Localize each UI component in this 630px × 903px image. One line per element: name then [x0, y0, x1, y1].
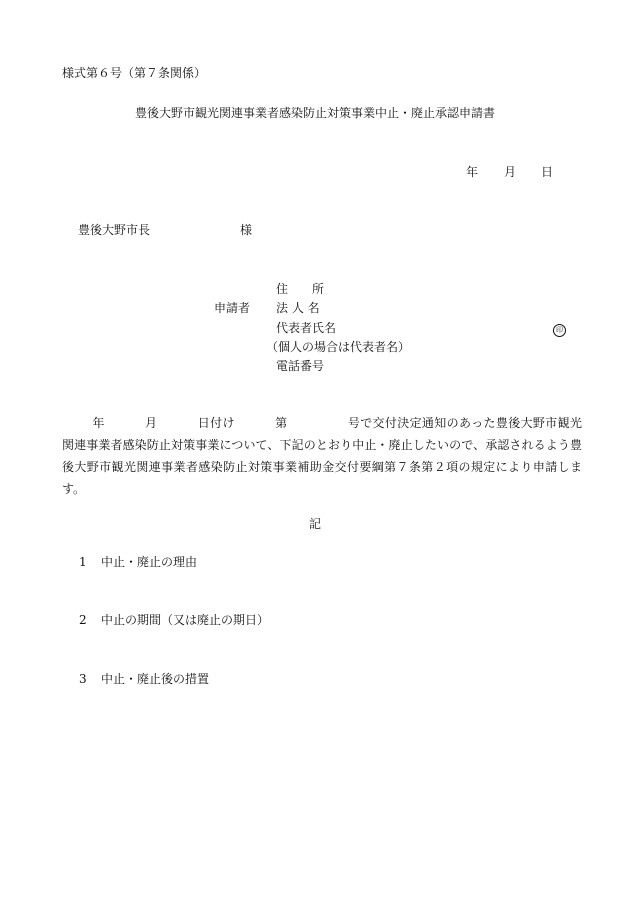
body-text: 号で交付決定通知のあった豊後大野市観光関連事業者感染防止対策事業について、下記のとおり中止・廃止したいので、承認されるよう豊後大野市観光関連事業者感染防止対策事業補助金交付要綱第７条第２項の規定により申請します。	[62, 416, 582, 496]
date-year-label: 年	[466, 165, 479, 179]
item-3-number: 3	[79, 672, 87, 686]
seal-icon: 印	[553, 324, 566, 337]
individual-note: （個人の場合は代表者名）	[266, 340, 411, 354]
body-year: 年	[92, 416, 105, 430]
date-day-label: 日	[541, 165, 554, 179]
body-month: 月	[144, 416, 158, 430]
seal-mark	[553, 320, 566, 337]
body-day-dated: 日付け	[197, 416, 235, 430]
ki-heading: 記	[309, 517, 322, 531]
item-3-label: 中止・廃止後の措置	[101, 672, 210, 686]
form-id: 様式第６号（第７条関係）	[62, 66, 207, 80]
item-2-number: 2	[79, 613, 87, 627]
address-label: 住 所	[276, 282, 325, 296]
item-1-number: 1	[79, 555, 87, 569]
body-dai: 第	[274, 416, 288, 430]
phone-label: 電話番号	[276, 359, 325, 373]
document-title: 豊後大野市観光関連事業者感染防止対策事業中止・廃止承認申請書	[134, 106, 495, 120]
representative-label: 代表者氏名	[276, 321, 337, 335]
corp-name-label: 法 人 名	[276, 301, 320, 315]
date-month-label: 月	[504, 165, 517, 179]
item-1-label: 中止・廃止の理由	[101, 555, 198, 569]
addressee-name: 豊後大野市長	[78, 223, 151, 237]
item-2-label: 中止の期間（又は廃止の期日）	[101, 613, 270, 627]
body-paragraph	[62, 412, 582, 500]
addressee-honorific: 様	[240, 223, 253, 237]
applicant-label: 申請者	[214, 301, 251, 315]
